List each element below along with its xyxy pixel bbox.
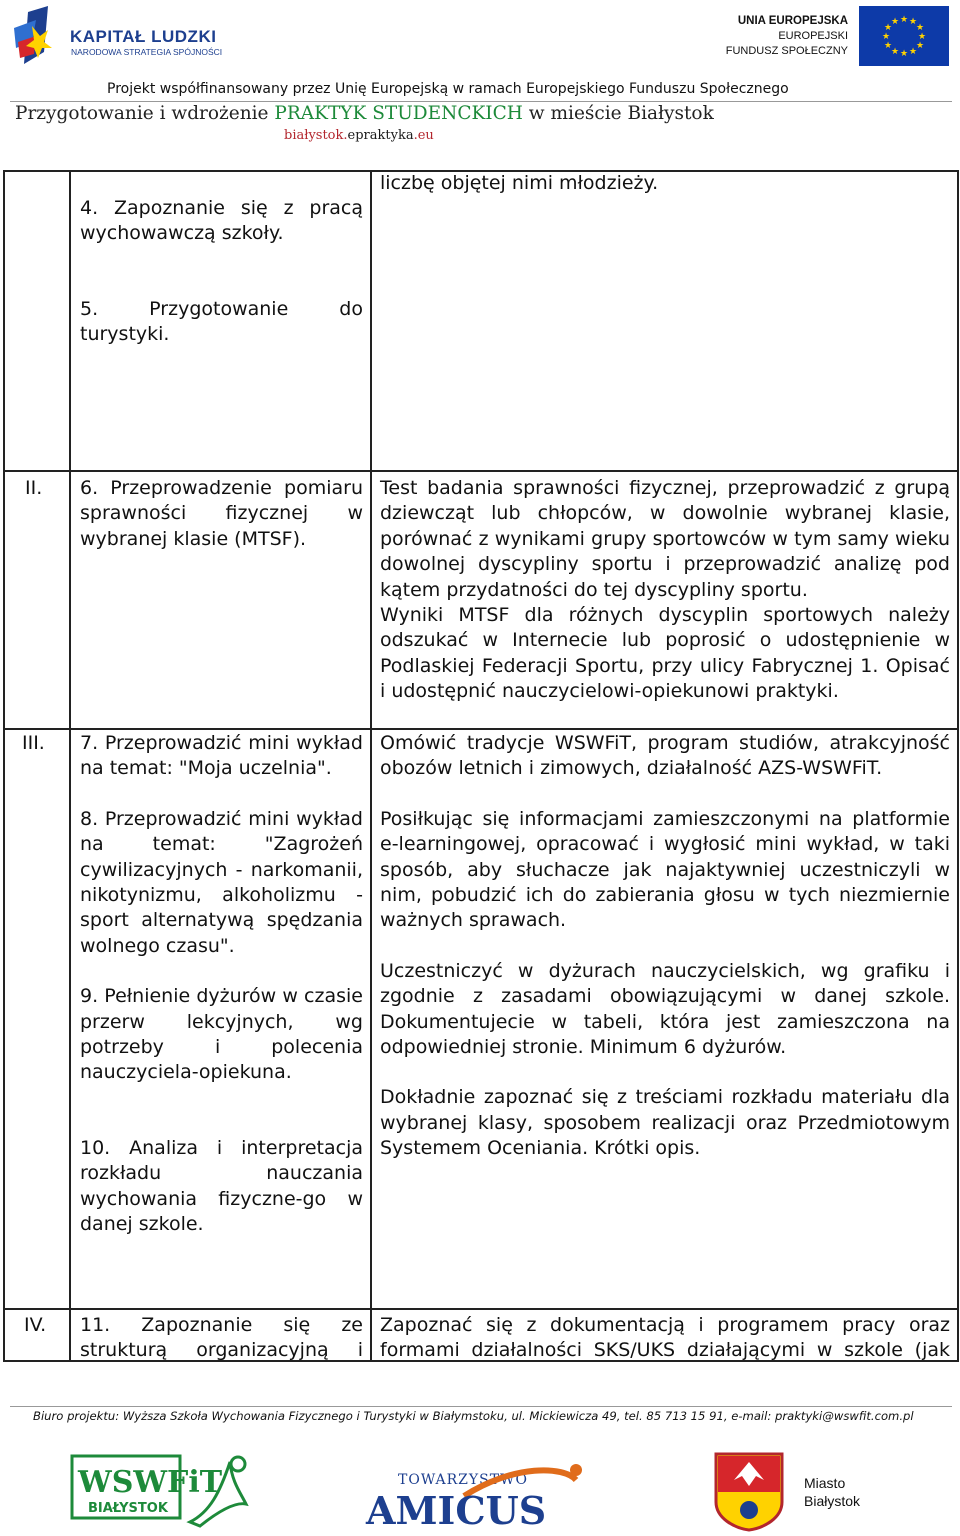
programme-title-accent: PRAKTYK STUDENCKICH (274, 103, 523, 124)
website-address (284, 128, 434, 143)
eu-label-line3: FUNDUSZ SPOŁECZNY (725, 45, 848, 57)
svg-text:★: ★ (915, 41, 925, 51)
amicus-logo-top-text: TOWARZYSTWO (398, 1472, 528, 1488)
table-border-col2 (370, 170, 372, 1362)
table-border-right (957, 170, 959, 1362)
bialystok-city-label (804, 1474, 860, 1510)
table-border-col1 (69, 170, 71, 1362)
wswfit-logo-text: WSWFiT (78, 1465, 223, 1500)
table-row-1-description (380, 476, 950, 705)
svg-text:★: ★ (908, 17, 918, 27)
task-7-description: Omówić tradycje WSWFiT, program studiów, atrakcyjność obozów letnich i zimowych, działalność AZS-WSWFiT. (380, 732, 950, 780)
svg-text:★: ★ (881, 32, 891, 42)
amicus-logo-icon (364, 1462, 596, 1528)
table-row-2-number: III. (22, 732, 45, 754)
wswfit-logo-icon (70, 1452, 254, 1530)
project-cofinancing-line: Projekt współfinansowany przez Unię Europejską w ramach Europejskiego Funduszu Społecznego (107, 81, 789, 97)
table-row-0-task (80, 196, 363, 348)
table-row-2-descriptions (380, 731, 950, 1162)
table-row-divider-1 (3, 470, 959, 472)
bialystok-crest-icon (714, 1452, 784, 1532)
kapital-ludzki-subtitle: NARODOWA STRATEGIA SPÓJNOŚCI (71, 47, 223, 57)
website-part-3: .eu (413, 128, 434, 143)
svg-text:★: ★ (917, 32, 927, 42)
website-part-1: białystok. (284, 128, 348, 143)
kapital-ludzki-logo-icon (14, 6, 54, 70)
task-5: 5. Przygotowanie do turystyki. (80, 297, 363, 346)
programme-title (15, 103, 714, 124)
table-row-divider-2 (3, 728, 959, 730)
wswfit-logo-subtext: BIAŁYSTOK (88, 1501, 168, 1516)
table-row-3-description: Zapoznać się z dokumentacją i programem pracy oraz formami działalności SKS/UKS działającymi w szkole (jak (380, 1314, 950, 1362)
task-8: 8. Przeprowadzić mini wykład na temat: "Zagrożeń cywilizacyjnych - narkomanii, nikotynizmu, alkoholizmu - sport alternatywą spędzania wolnego czasu". (80, 807, 363, 957)
table-row-2-tasks (80, 731, 363, 1238)
table-row-divider-3 (3, 1308, 959, 1310)
table-row-1-number: II. (25, 477, 43, 499)
eu-fund-label (726, 14, 848, 59)
header-divider (10, 101, 952, 102)
eu-label-line2: EUROPEJSKI (778, 30, 848, 42)
task-7: 7. Przeprowadzić mini wykład na temat: "Moja uczelnia". (80, 732, 363, 780)
svg-text:★: ★ (883, 23, 893, 33)
city-label-line1: Miasto (804, 1475, 846, 1491)
programme-title-post: w mieście Białystok (522, 103, 714, 124)
table-row-3-task: 11. Zapoznanie się ze strukturą organizacyjną i (80, 1314, 363, 1362)
eu-label-line1: UNIA EUROPEJSKA (737, 15, 848, 27)
svg-text:★: ★ (899, 49, 909, 59)
svg-text:★: ★ (915, 23, 925, 33)
table-row-0-description: liczbę objętej nimi młodzieży. (380, 172, 659, 194)
task-4: 4. Zapoznanie się z pracą wychowawczą szkoły. (80, 197, 363, 245)
kapital-ludzki-title: KAPITAŁ LUDZKI (70, 27, 217, 46)
table-border-left (3, 170, 5, 1362)
task-9-description: Uczestniczyć w dyżurach nauczycielskich, wg grafiku i zgodnie z zasadami obowiązującymi w danej szkole. Dokumentujecie w tabeli, która jest zamieszczona na odpowiedniej stronie. Minimum 6 dyżurów. (380, 959, 950, 1059)
svg-text:★: ★ (908, 47, 918, 57)
practice-tasks-table (3, 170, 959, 1362)
svg-text:★: ★ (890, 17, 900, 27)
svg-text:★: ★ (883, 41, 893, 51)
footer-divider (10, 1406, 952, 1407)
task-8-description: Posiłkując się informacjami zamieszczonymi na platformie e-learningowej, opracować i wygłosić mini wykład, w taki sposób, aby słuchacze jak najaktywniej uczestniczyli w nim, pobudzić ich do zabierania głosu w tych niezmiernie ważnych sprawach. (380, 807, 950, 932)
task-6-description: Test badania sprawności fizycznej, przeprowadzić z grupą dziewcząt lub chłopców, w dowolnie wybranej klasie, porównać z wynikami grupy sportowców w tym samy wieku dowolnej dyscypliny sportu i przeprowadzić analizę pod kątem przydatności do tej dyscypliny sportu. (380, 477, 950, 601)
city-label-line2: Białystok (804, 1493, 861, 1509)
eu-flag-icon (859, 6, 949, 66)
amicus-logo-main-text: AMICUS (366, 1488, 547, 1528)
project-office-info: Biuro projektu: Wyższa Szkoła Wychowania Fizycznego i Turystyki w Białymstoku, ul. Mickiewicza 49, tel. 85 713 15 91, e-mail: praktyki@wswfit.com.pl (33, 1409, 914, 1423)
table-row-3-number: IV. (24, 1314, 47, 1336)
website-part-2: epraktyka (347, 128, 414, 143)
task-9: 9. Pełnienie dyżurów w czasie przerw lekcyjnych, wg potrzeby i polecenia nauczyciela-opiekuna. (80, 985, 363, 1084)
svg-text:★: ★ (890, 47, 900, 57)
table-row-1-task: 6. Przeprowadzenie pomiaru sprawności fizycznej w wybranej klasie (MTSF). (80, 477, 363, 550)
task-10: 10. Analiza i interpretacja rozkładu nauczania wychowania fizyczne-go w danej szkole. (80, 1136, 363, 1236)
programme-title-pre: Przygotowanie i wdrożenie (15, 103, 275, 124)
task-6-note: Wyniki MTSF dla różnych dyscyplin sportowych należy odszukać w Internecie lub poprosić o udostępnienie w Podlaskiej Federacji Sportu, przy ulicy Fabrycznej 1. Opisać i udostępnić nauczycielowi-opiekunowi praktyki. (380, 604, 950, 703)
svg-text:★: ★ (899, 15, 909, 25)
task-10-description: Dokładnie zapoznać się z treściami rozkładu materiału dla wybranej klasy, sposobem realizacji oraz Przedmiotowym Systemem Oceniania. Krótki opis. (380, 1086, 950, 1160)
